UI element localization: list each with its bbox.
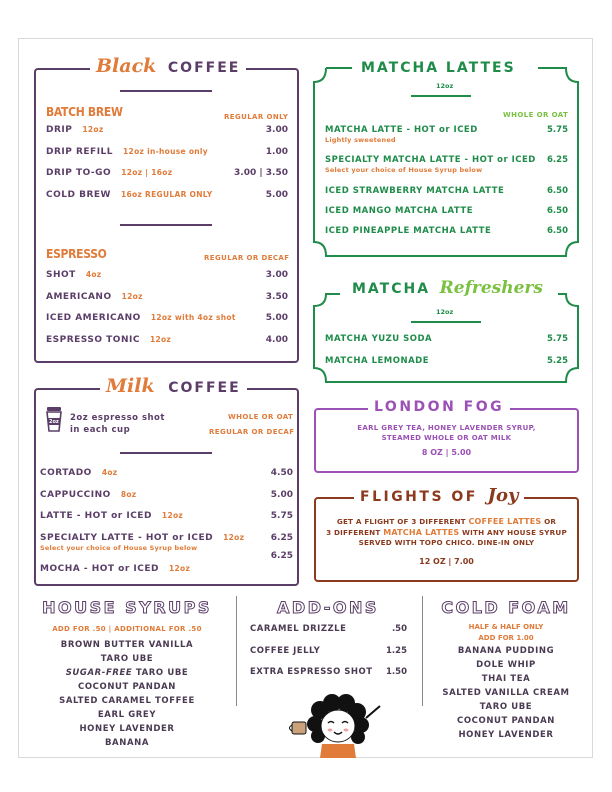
item-name: ESPRESSO TONIC: [46, 334, 140, 345]
batch-brew-title: BATCH BREW: [46, 105, 123, 119]
list-item: BROWN BUTTER VANILLA: [60, 640, 194, 650]
item-name: COFFEE JELLY: [250, 645, 321, 656]
item-price: 5.00: [265, 189, 288, 200]
item-price: 5.75: [547, 334, 568, 344]
milk-script: Milk: [106, 375, 155, 397]
item-name: ICED PINEAPPLE MATCHA LATTE: [325, 226, 492, 236]
menu-item-row: [325, 155, 536, 174]
menu-item-row: [40, 511, 183, 521]
london-fog-description: EARL GREY TEA, HONEY LAVENDER SYRUP, STEAMED WHOLE OR OAT MILK: [357, 424, 536, 442]
menu-item-row: [40, 468, 117, 478]
item-name: EXTRA ESPRESSO SHOT: [250, 667, 373, 677]
refreshers-script: Refreshers: [439, 278, 543, 298]
matcha-lattes-title: MATCHA LATTES: [355, 60, 522, 76]
divider: [120, 224, 212, 226]
divider: [120, 90, 212, 92]
list-item: COCONUT PANDAN: [457, 716, 555, 726]
list-item: SALTED VANILLA CREAM: [442, 688, 570, 698]
cold-foam-notes: HALF & HALF ONLY ADD FOR 1.00: [468, 623, 544, 642]
menu-item-row: [46, 190, 212, 200]
item-name: DRIP TO-GO: [46, 168, 112, 178]
item-name: MATCHA LEMONADE: [325, 355, 430, 366]
item-size: 12oz: [82, 125, 104, 134]
item-price: 6.25: [547, 155, 568, 165]
item-name: DRIP REFILL: [46, 146, 114, 157]
menu-item-row: [325, 356, 429, 366]
refreshers-title: MATCHA: [352, 281, 431, 297]
item-name: COLD BREW: [46, 189, 111, 200]
item-price: 6.25: [270, 551, 293, 561]
item-price: 1.25: [386, 645, 407, 656]
menu-item-row: [46, 335, 171, 345]
list-item: COCONUT PANDAN: [78, 682, 176, 692]
item-price: 4.50: [270, 468, 293, 478]
matcha-lattes-size: 12oz: [436, 82, 454, 90]
item-size: 4oz: [85, 270, 102, 279]
syrups-note: ADD FOR .50 | ADDITIONAL FOR .50: [52, 625, 202, 633]
menu-item-row: [40, 533, 244, 552]
black-title: COFFEE: [167, 60, 241, 76]
item-name: DRIP: [46, 125, 73, 135]
item-name: MATCHA YUZU SODA: [325, 334, 433, 344]
espresso-title: ESPRESSO: [46, 247, 107, 261]
menu-item-row: [46, 168, 172, 178]
matcha-lattes-note: WHOLE OR OAT: [503, 111, 569, 119]
item-subtitle: Select your choice of House Syrup below: [40, 543, 198, 552]
divider: [411, 95, 471, 97]
refreshers-size: 12oz: [436, 308, 454, 316]
list-item: BANANA: [104, 738, 150, 748]
flights-script: Joy: [487, 485, 519, 506]
item-size: 12oz | 16oz: [121, 168, 173, 177]
item-size: 12oz in-house only: [123, 146, 208, 156]
cold-foam-list: [428, 644, 584, 742]
item-price: 3.00: [265, 270, 288, 280]
milk-note-1: WHOLE OR OAT: [228, 413, 294, 421]
menu-item-row: [46, 292, 143, 302]
add-on-row: [250, 646, 320, 656]
item-price: 3.50: [265, 291, 288, 302]
item-price: 3.00: [265, 125, 288, 135]
item-price: 6.25: [270, 532, 293, 543]
list-item: EARL GREY: [97, 710, 157, 720]
menu-item-row: [325, 125, 478, 144]
list-item: TARO UBE: [479, 702, 533, 712]
item-name: LATTE - HOT or ICED: [40, 511, 152, 521]
list-item: HONEY LAVENDER: [79, 724, 175, 734]
list-item: SALTED CARAMEL TOFFEE: [59, 696, 195, 706]
divider: [120, 452, 212, 454]
barista-mascot-illustration: [286, 690, 382, 758]
item-name: SPECIALTY LATTE - HOT or ICED: [40, 532, 214, 543]
item-price: 6.50: [547, 226, 568, 236]
item-name: SPECIALTY MATCHA LATTE - HOT or ICED: [325, 155, 536, 165]
item-price: 3.00 | 3.50: [234, 168, 288, 178]
item-size: 16oz REGULAR ONLY: [120, 189, 213, 199]
espresso-note: REGULAR OR DECAF: [204, 254, 290, 262]
item-subtitle: Select your choice of House Syrup below: [325, 166, 483, 174]
menu-item-row: [325, 206, 473, 216]
item-name: ICED AMERICANO: [46, 313, 141, 323]
menu-item-row: [46, 313, 236, 323]
list-item: BANANA PUDDING: [457, 646, 555, 656]
item-size: 12oz: [223, 532, 245, 542]
syrups-list: [28, 638, 226, 750]
item-price: 5.00: [265, 313, 288, 323]
list-item: TARO UBE: [100, 654, 154, 664]
menu-item-row: [40, 564, 190, 574]
flights-heading: [354, 485, 524, 506]
item-name: CAPPUCCINO: [40, 489, 111, 500]
item-price: 6.50: [547, 206, 568, 216]
item-name: SHOT: [46, 270, 76, 280]
cup-label: 2oz: [49, 419, 59, 425]
divider: [411, 321, 481, 323]
black-coffee-heading: [90, 55, 246, 77]
add-on-row: [250, 667, 373, 677]
cold-foam-title: COLD FOAM: [441, 598, 571, 617]
item-price: 1.50: [386, 667, 407, 677]
list-item: HONEY LAVENDER: [458, 730, 554, 740]
list-item: THAI TEA: [481, 674, 531, 684]
london-fog-title: LONDON FOG: [368, 399, 510, 415]
menu-item-row: [46, 270, 101, 280]
item-name: CORTADO: [40, 468, 92, 478]
item-name: MOCHA - HOT or ICED: [40, 564, 159, 574]
milk-note-2: REGULAR OR DECAF: [209, 428, 295, 436]
item-size: 4oz: [101, 468, 118, 477]
item-price: 5.75: [547, 125, 568, 135]
item-size: 12oz: [121, 291, 143, 301]
list-item: DOLE WHIP: [476, 660, 536, 670]
milk-title: COFFEE: [168, 380, 241, 396]
flights-title: FLIGHTS OF: [360, 489, 478, 505]
item-name: CARAMEL DRIZZLE: [250, 624, 347, 634]
menu-item-row: [325, 334, 432, 344]
list-item: SUGAR-FREE TARO UBE: [65, 668, 189, 678]
flights-description: GET A FLIGHT OF 3 DIFFERENT COFFEE LATTES OR 3 DIFFERENT MATCHA LATTES WITH ANY HOUSE SYRUP SERVED WITH TOPO CHICO. DINE-IN ONLY: [326, 517, 567, 547]
london-fog-price: 8 OZ | 5.00: [421, 448, 472, 457]
item-name: MATCHA LATTE - HOT or ICED: [325, 125, 478, 135]
item-price: .50: [391, 624, 407, 634]
black-script: Black: [96, 55, 157, 77]
menu-item-row: [46, 125, 104, 135]
item-size: 8oz: [120, 489, 137, 499]
batch-brew-note: REGULAR ONLY: [224, 113, 289, 121]
house-syrups-title: HOUSE SYRUPS: [42, 598, 212, 617]
matcha-refreshers-heading: [348, 278, 547, 298]
item-price: 6.50: [547, 186, 568, 196]
item-price: 4.00: [265, 334, 288, 345]
menu-item-row: [46, 147, 208, 157]
item-subtitle: Lightly sweetened: [325, 136, 396, 144]
add-on-row: [250, 624, 346, 634]
item-price: 1.00: [265, 146, 288, 157]
milk-coffee-heading: [100, 375, 247, 397]
item-size: 12oz: [149, 334, 172, 344]
item-name: ICED STRAWBERRY MATCHA LATTE: [325, 186, 505, 196]
item-name: ICED MANGO MATCHA LATTE: [325, 206, 474, 216]
column-divider: [422, 596, 423, 706]
menu-item-row: [325, 186, 504, 196]
item-price: 5.75: [270, 511, 293, 521]
item-size: 12oz: [169, 564, 191, 573]
shot-info: 2oz espresso shot in each cup: [70, 413, 165, 435]
espresso-cup-icon: [44, 406, 64, 432]
item-price: 5.25: [547, 355, 568, 366]
add-ons-title: ADD-ONS: [277, 598, 379, 617]
menu-item-row: [325, 226, 491, 236]
flights-price: 12 OZ | 7.00: [419, 557, 474, 566]
menu-item-row: [40, 490, 136, 500]
item-size: 12oz: [161, 511, 184, 520]
column-divider: [236, 596, 237, 706]
item-price: 5.00: [270, 489, 293, 500]
item-size: 12oz with 4oz shot: [150, 313, 236, 322]
item-name: AMERICANO: [46, 291, 112, 302]
